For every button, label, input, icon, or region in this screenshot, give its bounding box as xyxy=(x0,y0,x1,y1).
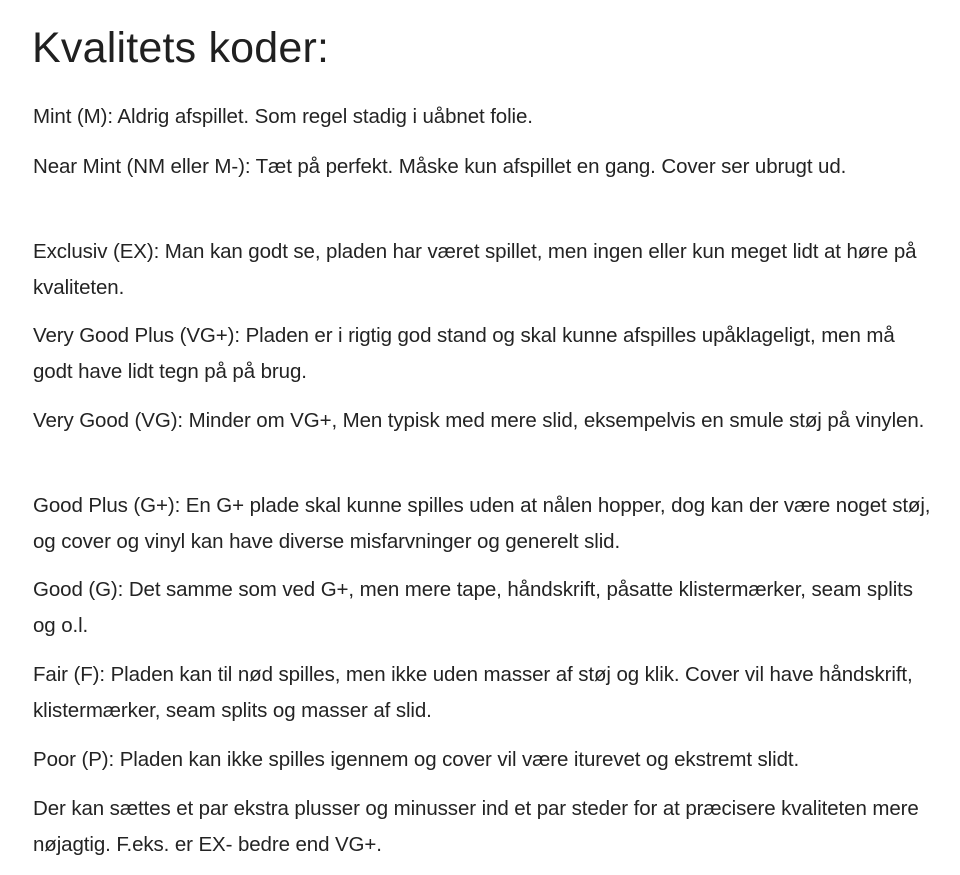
grade-exclusiv: Exclusiv (EX): Man kan godt se, pladen har været spillet, men ingen eller kun meget lidt at høre på kvaliteten. xyxy=(33,240,917,299)
grade-poor: Poor (P): Pladen kan ikke spilles igennem og cover vil være iturevet og ekstremt slidt. xyxy=(33,748,800,771)
grade-good-plus: Good Plus (G+): En G+ plade skal kunne spilles uden at nålen hopper, dog kan der være noget støj, og cover og vinyl kan have diverse misfarvninger og generelt slid. xyxy=(33,494,931,553)
grade-mint: Mint (M): Aldrig afspillet. Som regel stadig i uåbnet folie. xyxy=(33,105,533,128)
grade-near-mint: Near Mint (NM eller M-): Tæt på perfekt. Måske kun afspillet en gang. Cover ser ubrugt ud. xyxy=(33,155,847,178)
grade-good: Good (G): Det samme som ved G+, men mere tape, håndskrift, påsatte klistermærker, seam splits og o.l. xyxy=(33,578,913,637)
page-title: Kvalitets koder: xyxy=(32,24,330,72)
grade-very-good-plus: Very Good Plus (VG+): Pladen er i rigtig god stand og skal kunne afspilles upåklageligt, men må godt have lidt tegn på på brug. xyxy=(33,324,895,383)
grade-fair: Fair (F): Pladen kan til nød spilles, men ikke uden masser af støj og klik. Cover vil have håndskrift, klistermærker, seam splits og masser af slid. xyxy=(33,663,913,722)
grade-very-good: Very Good (VG): Minder om VG+, Men typisk med mere slid, eksempelvis en smule støj på vinylen. xyxy=(33,409,925,432)
plus-minus-note: Der kan sættes et par ekstra plusser og minusser ind et par steder for at præcisere kvaliteten mere nøjagtig. F.eks. er EX- bedre end VG+. xyxy=(33,797,919,856)
